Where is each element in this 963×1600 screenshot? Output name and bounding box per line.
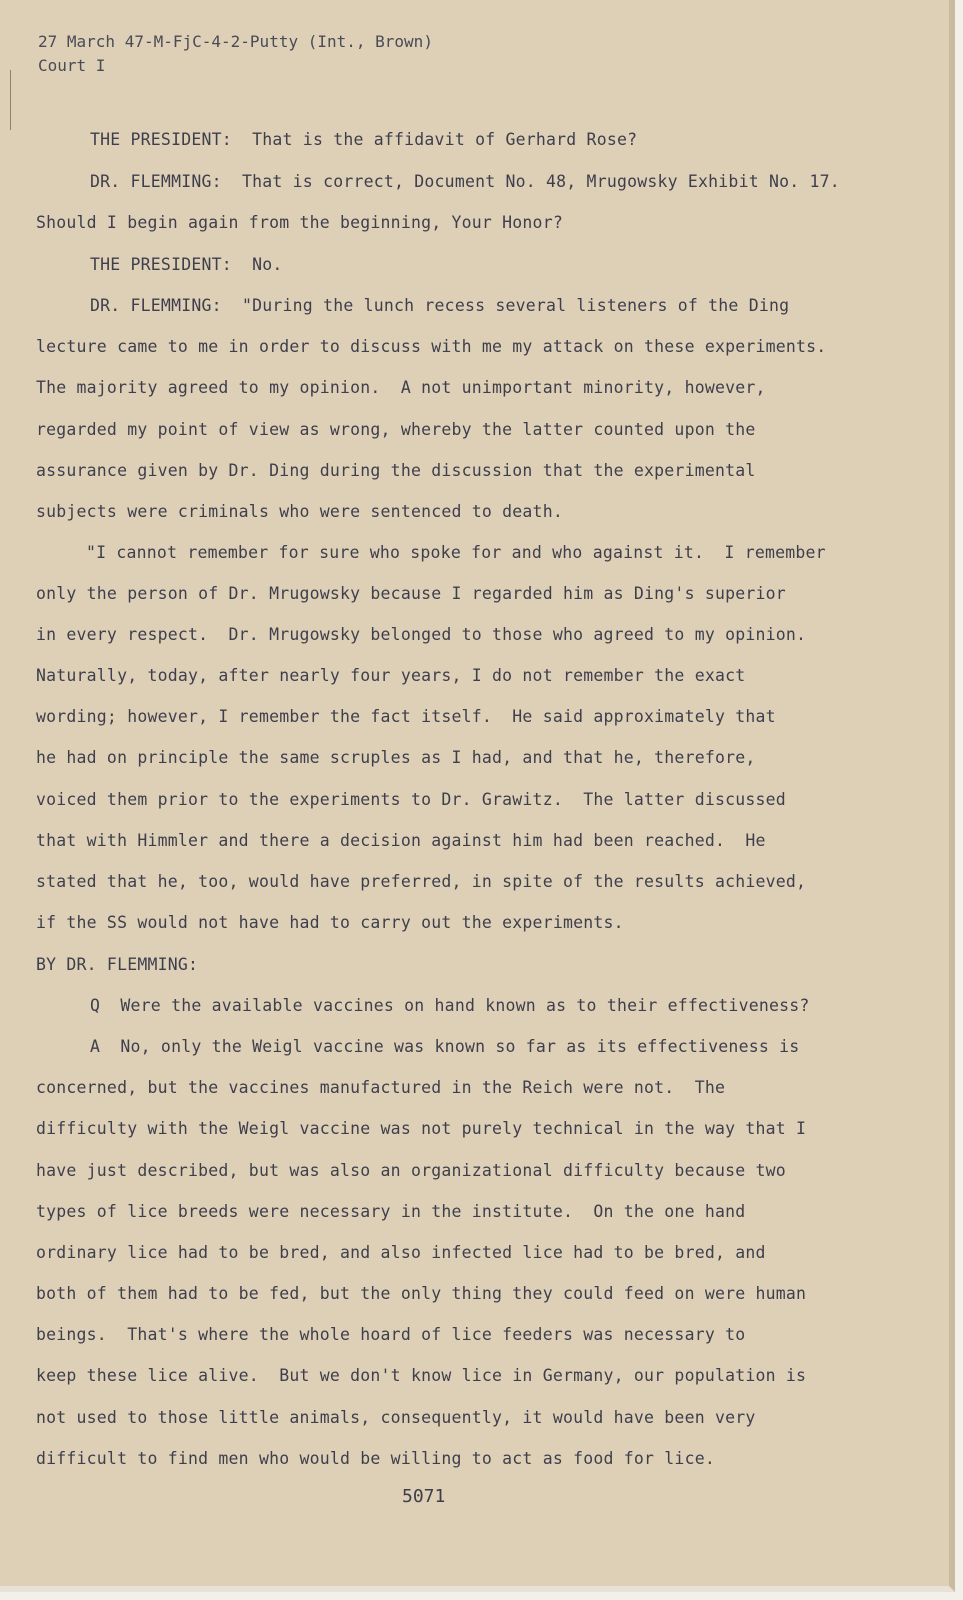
text-line: both of them had to be fed, but the only thing they could feed on were human	[36, 1284, 807, 1303]
text-line: regarded my point of view as wrong, whereby the latter counted upon the	[36, 420, 756, 439]
text-line: have just described, but was also an organizational difficulty because two	[36, 1161, 786, 1180]
text-line: only the person of Dr. Mrugowsky because I regarded him as Ding's superior	[36, 584, 786, 603]
text-line: beings. That's where the whole hoard of lice feeders was necessary to	[36, 1325, 746, 1344]
text-line: if the SS would not have had to carry out the experiments.	[36, 913, 624, 932]
text-line: difficult to find men who would be willing to act as food for lice.	[36, 1449, 715, 1468]
text-line: in every respect. Dr. Mrugowsky belonged to those who agreed to my opinion.	[36, 625, 807, 644]
text-line: BY DR. FLEMMING:	[36, 955, 199, 974]
text-line: A No, only the Weigl vaccine was known so far as its effectiveness is	[90, 1037, 800, 1056]
text-line: assurance given by Dr. Ding during the discussion that the experimental	[36, 461, 756, 480]
header-line-1: 27 March 47-M-FjC-4-2-Putty (Int., Brown)	[38, 32, 433, 51]
text-line: he had on principle the same scruples as I had, and that he, therefore,	[36, 748, 756, 767]
text-line: Naturally, today, after nearly four years, I do not remember the exact	[36, 666, 746, 685]
text-line: difficulty with the Weigl vaccine was not purely technical in the way that I	[36, 1119, 807, 1138]
page-number: 5071	[402, 1486, 446, 1507]
margin-mark	[10, 70, 11, 130]
header	[38, 30, 433, 78]
text-line: that with Himmler and there a decision against him had been reached. He	[36, 831, 766, 850]
text-line: THE PRESIDENT: No.	[90, 255, 283, 274]
text-line: keep these lice alive. But we don't know lice in Germany, our population is	[36, 1366, 807, 1385]
header-line-2: Court I	[38, 56, 106, 75]
text-line: ordinary lice had to be bred, and also infected lice had to be bred, and	[36, 1243, 766, 1262]
text-line: wording; however, I remember the fact itself. He said approximately that	[36, 707, 776, 726]
text-line: Q Were the available vaccines on hand known as to their effectiveness?	[90, 996, 810, 1015]
text-line: concerned, but the vaccines manufactured in the Reich were not. The	[36, 1078, 726, 1097]
text-line: stated that he, too, would have preferred, in spite of the results achieved,	[36, 872, 807, 891]
text-line: THE PRESIDENT: That is the affidavit of Gerhard Rose?	[90, 130, 638, 149]
text-line: not used to those little animals, consequently, it would have been very	[36, 1408, 756, 1427]
text-line: subjects were criminals who were sentenced to death.	[36, 502, 563, 521]
text-line: types of lice breeds were necessary in the institute. On the one hand	[36, 1202, 746, 1221]
text-line: lecture came to me in order to discuss with me my attack on these experiments.	[36, 337, 827, 356]
text-line: DR. FLEMMING: That is correct, Document No. 48, Mrugowsky Exhibit No. 17.	[90, 172, 840, 191]
text-line: The majority agreed to my opinion. A not unimportant minority, however,	[36, 378, 766, 397]
text-line: DR. FLEMMING: "During the lunch recess several listeners of the Ding	[90, 296, 790, 315]
text-line: "I cannot remember for sure who spoke for and who against it. I remember	[86, 543, 826, 562]
text-line: Should I begin again from the beginning, Your Honor?	[36, 213, 563, 232]
text-line: voiced them prior to the experiments to Dr. Grawitz. The latter discussed	[36, 790, 786, 809]
